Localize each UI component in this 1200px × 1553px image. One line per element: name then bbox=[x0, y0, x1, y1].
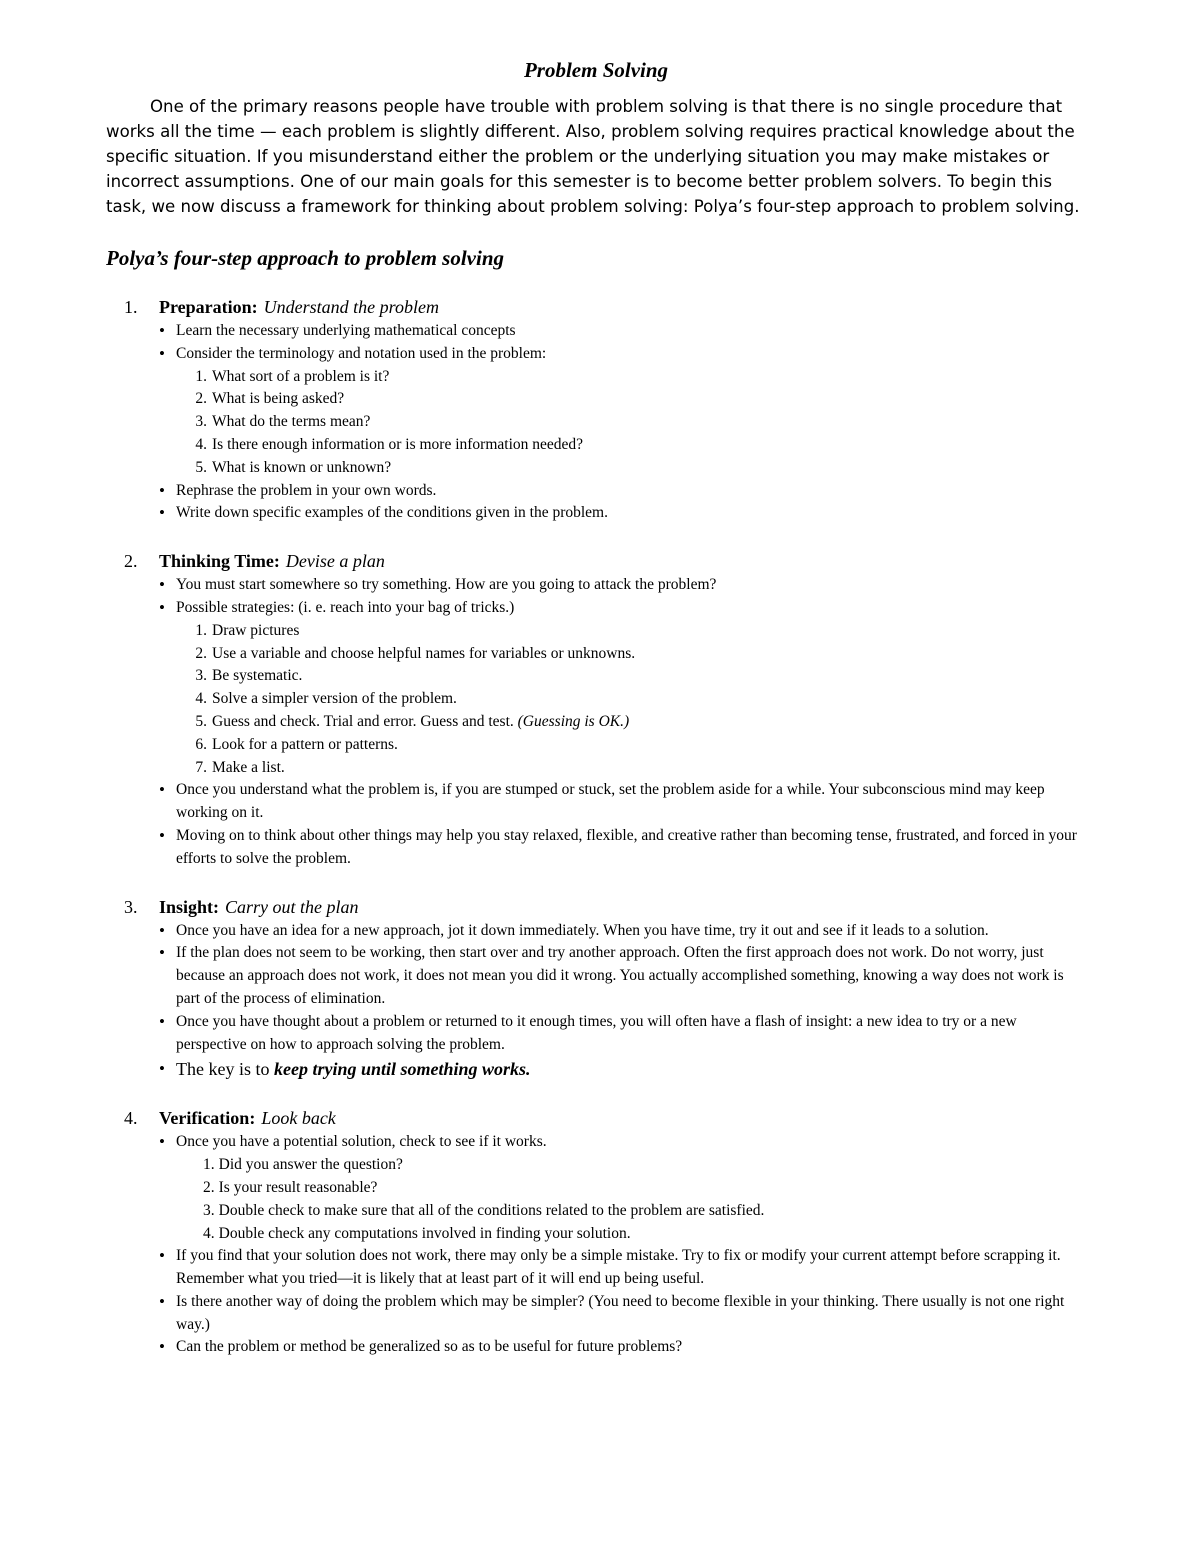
page-title: Problem Solving bbox=[523, 58, 669, 82]
list-item: • Learn the necessary underlying mathematical concepts bbox=[176, 320, 1086, 343]
step-heading bbox=[106, 549, 1086, 573]
list-item: • Moving on to think about other things may help you stay relaxed, flexible, and creative rather than becoming tense, frustrated, and forced in your efforts to solve the problem. bbox=[176, 825, 1086, 871]
list-item: 1. What sort of a problem is it? bbox=[195, 367, 390, 385]
list-item: • Once you have an idea for a new approach, jot it down immediately. When you have time, try it out and see if it leads to a solution. bbox=[176, 920, 1086, 943]
step-verification bbox=[106, 1106, 1086, 1359]
list-item: 1. Draw pictures bbox=[195, 621, 300, 639]
list-item: 4. Solve a simpler version of the problem. bbox=[195, 690, 457, 708]
bullet-list bbox=[106, 574, 1086, 870]
step-subtitle: Look back bbox=[261, 1108, 336, 1129]
list-item: • Consider the terminology and notation used in the problem: 1. What sort of a problem is it? 2. What is being asked? 3. What do the terms mean? 4. Is there enough information or is more information needed? 5. What is known or unknown? bbox=[176, 343, 1086, 480]
list-item: • Possible strategies: (i. e. reach into your bag of tricks.) 1. Draw pictures 2. Use a variable and choose helpful names for variables or unknowns. 3. Be systematic. 4. Solve a simpler version of the problem. 5. Guess and check. Trial and error. Guess and test. (Guessing is OK.) 6. Look for a pattern or patterns. 7. Make a list. bbox=[176, 597, 1086, 779]
numbered-list bbox=[176, 366, 1086, 480]
numbered-list bbox=[176, 620, 1086, 780]
list-item: • You must start somewhere so try something. How are you going to attack the problem? bbox=[176, 574, 1086, 597]
list-item: • Rephrase the problem in your own words. bbox=[176, 480, 1086, 503]
step-number: 2. bbox=[124, 551, 138, 572]
step-subtitle: Carry out the plan bbox=[225, 896, 359, 917]
list-item: • If you find that your solution does not work, there may only be a simple mistake. Try to fix or modify your current attempt before scrapping it. Remember what you tried—it is likely that at least part of it will end up being useful. bbox=[176, 1245, 1086, 1291]
step-name: Thinking Time: bbox=[159, 551, 280, 572]
section-heading: Polya’s four-step approach to problem solving bbox=[106, 246, 505, 270]
list-item: 6. Look for a pattern or patterns. bbox=[195, 735, 398, 753]
step-heading bbox=[106, 895, 1086, 919]
list-item: 4. Is there enough information or is more information needed? bbox=[195, 435, 584, 453]
list-item: 2. Use a variable and choose helpful names for variables or unknowns. bbox=[195, 644, 636, 662]
list-item: • Can the problem or method be generalized so as to be useful for future problems? bbox=[176, 1336, 1086, 1359]
list-item: 2. Is your result reasonable? bbox=[203, 1178, 378, 1196]
bullet-list bbox=[106, 1131, 1086, 1359]
intro-paragraph: One of the primary reasons people have trouble with problem solving is that there is no single procedure that works all the time — each problem is slightly different. Also, problem solving requires practical knowledge about the specific situation. If you misunderstand either the problem or the underlying situation you may make mistakes or incorrect assumptions. One of our main goals for this semester is to become better problem solvers. To begin this task, we now discuss a framework for thinking about problem solving: Polya’s four-step approach to problem solving. bbox=[106, 97, 1080, 216]
list-item: • Once you understand what the problem is, if you are stumped or stuck, set the problem aside for a while. Your subconscious mind may keep working on it. bbox=[176, 779, 1086, 825]
step-name: Insight: bbox=[159, 896, 220, 917]
list-item-key-point: • The key is to keep trying until something works. bbox=[176, 1056, 1086, 1082]
list-item: • If the plan does not seem to be working, then start over and try another approach. Often the first approach does not work. Do not worry, just because an approach does not work, it does not mean you did it wrong. You actually accomplished something, knowing a way does not work is part of the process of elimination. bbox=[176, 942, 1086, 1010]
step-thinking-time bbox=[106, 549, 1086, 870]
step-heading bbox=[106, 295, 1086, 319]
list-item: 3. Be systematic. bbox=[195, 667, 303, 685]
step-heading bbox=[106, 1106, 1086, 1130]
list-item: 3. What do the terms mean? bbox=[195, 413, 371, 431]
bullet-list bbox=[106, 320, 1086, 525]
step-subtitle: Understand the problem bbox=[263, 297, 439, 317]
list-item: 1. Did you answer the question? bbox=[203, 1156, 403, 1174]
list-item: • Write down specific examples of the conditions given in the problem. bbox=[176, 502, 1086, 525]
step-number: 4. bbox=[124, 1108, 138, 1129]
step-name: Verification: bbox=[159, 1108, 256, 1129]
list-item: 2. What is being asked? bbox=[195, 390, 345, 408]
list-item: 5. Guess and check. Trial and error. Guess and test. (Guessing is OK.) bbox=[195, 712, 630, 730]
step-preparation bbox=[106, 295, 1086, 525]
list-item: • Once you have a potential solution, check to see if it works. 1. Did you answer the question? 2. Is your result reasonable? 3. Double check to make sure that all of the conditions related to the problem are satisfied. 4. Double check any computations involved in finding your solution. bbox=[176, 1131, 1086, 1245]
step-insight bbox=[106, 895, 1086, 1083]
document-page bbox=[106, 52, 1086, 1359]
step-subtitle: Devise a plan bbox=[285, 551, 385, 572]
list-item: 7. Make a list. bbox=[195, 758, 285, 776]
list-item: • Once you have thought about a problem or returned to it enough times, you will often have a flash of insight: a new idea to try or a new perspective on how to approach solving the problem. bbox=[176, 1011, 1086, 1057]
list-item: • Is there another way of doing the problem which may be simpler? (You need to become flexible in your thinking. There usually is not one right way.) bbox=[176, 1291, 1086, 1337]
list-item: 4. Double check any computations involved in finding your solution. bbox=[203, 1224, 631, 1242]
step-name: Preparation: bbox=[159, 297, 258, 317]
list-item: 5. What is known or unknown? bbox=[195, 458, 392, 476]
bullet-list bbox=[106, 920, 1086, 1083]
step-number: 1. bbox=[124, 297, 138, 317]
numbered-list bbox=[176, 1154, 1086, 1245]
step-number: 3. bbox=[124, 896, 138, 917]
list-item: 3. Double check to make sure that all of the conditions related to the problem are satisfied. bbox=[203, 1201, 765, 1219]
